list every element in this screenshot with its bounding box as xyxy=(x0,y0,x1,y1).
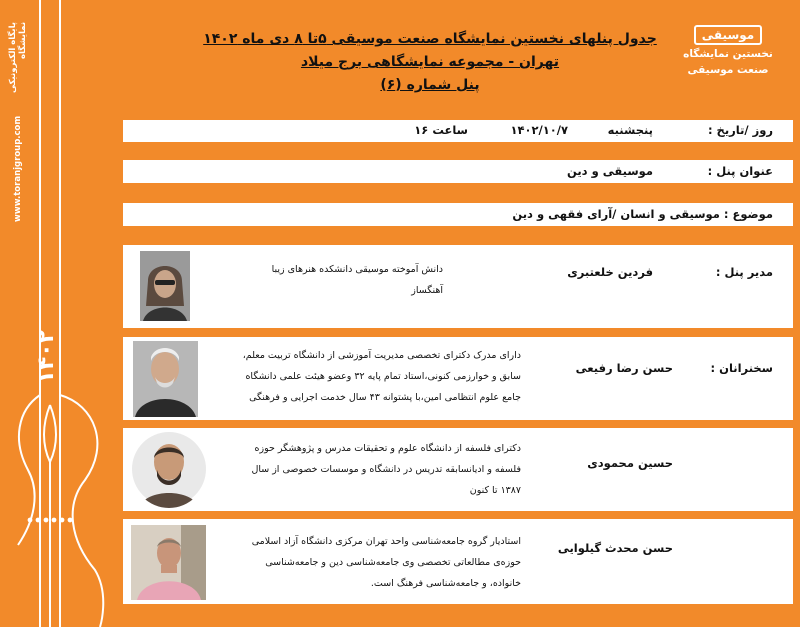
speaker-2-bio: دکترای فلسفه از دانشگاه علوم و تحقیقات مدرس و پژوهشگر حوزه فلسفه و ادیانسابقه تدریس در دانشگاه و موسسات خصوصی از سال ۱۳۸۷ تا کنون xyxy=(251,443,521,496)
page-header xyxy=(200,28,660,97)
header-panel-number: پنل شماره (۶) xyxy=(380,77,480,93)
person-photo-icon xyxy=(131,525,206,600)
speaker-2-name: حسین محمودی xyxy=(587,456,673,470)
panel-title-row xyxy=(123,160,793,183)
panel-title-value: موسیقی و دین xyxy=(567,164,653,178)
logo-subtitle-1: نخستین نمایشگاه xyxy=(683,48,773,60)
panel-title-label: عنوان پنل : xyxy=(707,164,773,178)
person-photo-icon xyxy=(140,251,190,321)
moderator-label: مدیر پنل : xyxy=(715,265,773,279)
moderator-photo xyxy=(140,251,190,321)
date-label: روز /تاریخ : xyxy=(707,123,773,137)
moderator-row xyxy=(123,245,793,328)
header-venue: تهران - مجموعه نمایشگاهی برج میلاد xyxy=(300,54,560,70)
moderator-bio-line-2: آهنگساز xyxy=(411,285,443,296)
day-value: پنجشنبه xyxy=(607,123,653,137)
speaker-row-3 xyxy=(123,519,793,604)
speaker-2-photo xyxy=(131,430,207,508)
instrument-decoration xyxy=(0,0,115,627)
side-website-text xyxy=(8,22,28,222)
speaker-3-name: حسن محدث گیلوایی xyxy=(557,541,673,555)
speaker-1-photo xyxy=(133,341,198,417)
speakers-label: سخنرانان : xyxy=(710,361,773,375)
logo-brand: موسیقی xyxy=(694,25,762,45)
exhibition-logo xyxy=(678,24,778,77)
moderator-name: فردین خلعتبری xyxy=(567,265,653,279)
speaker-row-1 xyxy=(123,337,793,420)
moderator-bio-line-1: دانش آموخته موسیقی دانشکده هنرهای زیبا xyxy=(271,264,443,275)
header-title: جدول پنلهای نخستین نمایشگاه صنعت موسیقی ۵تا ۸ دی ماه ۱۴۰۲ xyxy=(203,31,657,47)
side-year-number: ۱۴۰۲ xyxy=(34,330,59,384)
speaker-3-bio: استادیار گروه جامعه‌شناسی واحد تهران مرکزی دانشگاه آزاد اسلامی حوزه‌ی مطالعاتی تخصصی وی جامعه‌شناسی دین و جامعه‌شناسی خانواده، و جامعه‌شناسی فرهنگ است. xyxy=(251,536,521,589)
person-photo-icon xyxy=(133,341,198,417)
panel-topic-row xyxy=(123,203,793,226)
date-row xyxy=(123,120,793,142)
side-brand-text: پایگاه الکترونیکی نمایشگاه xyxy=(8,22,28,93)
speaker-1-name: حسن رضا رفیعی xyxy=(575,361,673,375)
moderator-bio xyxy=(243,259,443,301)
person-photo-icon xyxy=(131,430,207,508)
logo-subtitle-2: صنعت موسیقی xyxy=(687,64,769,76)
side-website-url: www.toranjgroup.com xyxy=(13,115,23,222)
speaker-3-photo xyxy=(131,525,206,600)
panel-topic: موضوع : موسیقی و انسان /آرای فقهی و دین xyxy=(512,207,773,221)
time-value: ساعت ۱۶ xyxy=(414,123,468,137)
speaker-1-bio: دارای مدرک دکترای تخصصی مدیریت آموزشی از دانشگاه تربیت معلم، سابق و خوارزمی کنونی،استاد تمام پایه ۳۲ وعضو هیئت علمی دانشگاه جامع علوم انتظامی امین،با پشتوانه ۴۳ سال خدمت اجرایی و فرهنگی xyxy=(242,350,521,403)
date-value: ۱۴۰۲/۱۰/۷ xyxy=(510,123,568,137)
speaker-row-2 xyxy=(123,428,793,511)
